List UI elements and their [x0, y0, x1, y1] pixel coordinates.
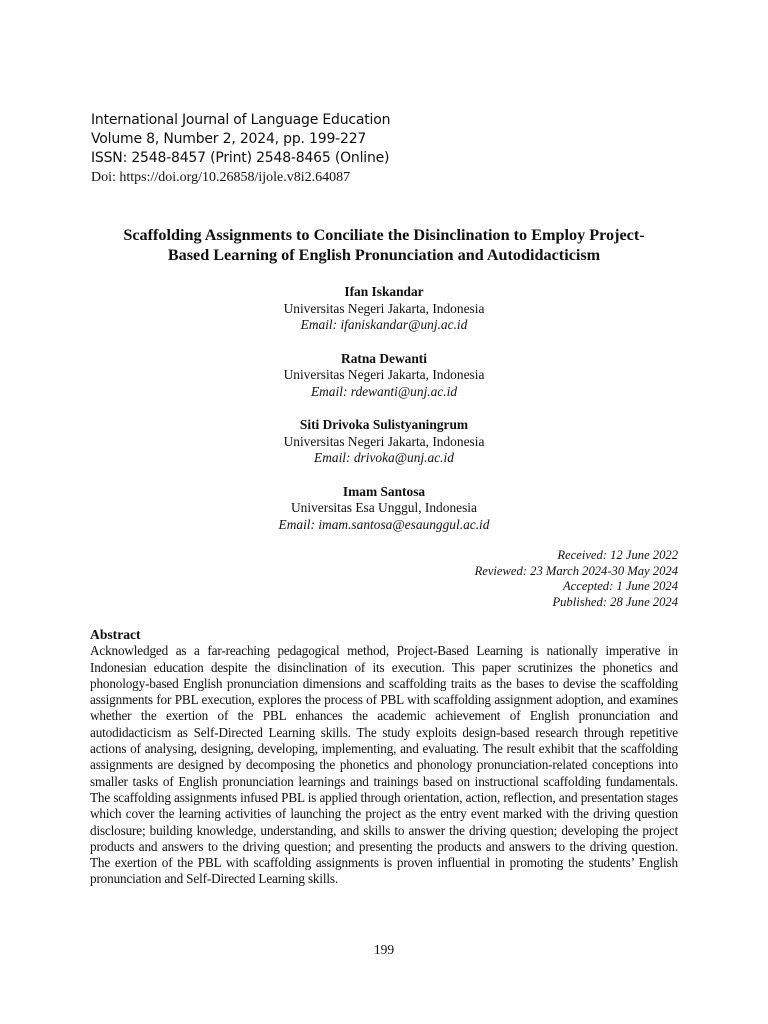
- author-affiliation: Universitas Negeri Jakarta, Indonesia: [283, 300, 485, 316]
- author-block: [90, 351, 678, 401]
- author-email[interactable]: Email: imam.santosa@esaunggul.ac.id: [278, 516, 490, 532]
- author-block: [90, 417, 678, 467]
- author-affiliation: Universitas Negeri Jakarta, Indonesia: [283, 433, 485, 449]
- abstract-heading: Abstract: [90, 627, 141, 642]
- author-email[interactable]: Email: rdewanti@unj.ac.id: [310, 383, 458, 399]
- author-email[interactable]: Email: drivoka@unj.ac.id: [314, 450, 454, 465]
- journal-name: International Journal of Language Education: [91, 112, 391, 128]
- date-received: Received: 12 June 2022: [557, 548, 678, 562]
- author-list: [90, 284, 678, 550]
- abstract-section: [90, 627, 678, 888]
- author-name: Siti Drivoka Sulistyaningrum: [299, 417, 469, 432]
- date-reviewed: Reviewed: 23 March 2024-30 May 2024: [474, 563, 678, 578]
- journal-doi[interactable]: Doi: https://doi.org/10.26858/ijole.v8i2.64087: [91, 170, 351, 185]
- author-name: Ratna Dewanti: [341, 350, 427, 366]
- journal-issn: ISSN: 2548-8457 (Print) 2548-8465 (Online): [91, 150, 390, 166]
- paper-title: [90, 225, 678, 265]
- author-name: Ifan Iskandar: [344, 284, 424, 299]
- article-dates: [475, 548, 678, 610]
- page-number: 199: [373, 942, 395, 957]
- paper-title-line-1: Scaffolding Assignments to Conciliate the Disinclination to Employ Project-: [123, 226, 645, 244]
- author-block: [90, 284, 678, 334]
- abstract-text: Acknowledged as a far-reaching pedagogical method, Project-Based Learning is nationally imperative in Indonesian education despite the disinclination of its execution. This paper scrutinizes the phonetics and phonology-based English pronunciation dimensions and scaffolding traits as the bases to devise the scaffolding assignments for PBL execution, explores the process of PBL with scaffolding assignment adoption, and examines whether the exertion of the PBL enhances the academic achievement of English pronunciation and autodidacticism as Self-Directed Learning skills. The study exploits design-based research through repetitive actions of analysing, designing, developing, implementing, and evaluating. The result exhibit that the scaffolding assignments are designed by decomposing the phonetics and phonology pronunciation-related conceptions into smaller tasks of English pronunciation learnings and trainings based on instructional scaffolding fundamentals. The scaffolding assignments infused PBL is applied through orientation, action, reflection, and presentation stages which cover the learning activities of launching the project as the entry event marked with the driving question disclosure; building knowledge, understanding, and skills to answer the driving question; developing the project products and answers to the driving question; and presenting the products and answers to the driving question. The exertion of the PBL with scaffolding assignments is proven influential in promoting the students’ English pronunciation and Self-Directed Learning skills.: [90, 643, 678, 887]
- author-name: Imam Santosa: [342, 483, 426, 499]
- paper-title-line-2: Based Learning of English Pronunciation and Autodidacticism: [167, 246, 601, 264]
- date-published: Published: 28 June 2024: [552, 594, 678, 609]
- author-affiliation: Universitas Negeri Jakarta, Indonesia: [283, 367, 485, 382]
- author-email[interactable]: Email: ifaniskandar@unj.ac.id: [300, 317, 468, 332]
- author-affiliation: Universitas Esa Unggul, Indonesia: [291, 500, 477, 515]
- journal-header: [91, 111, 390, 187]
- author-block: [90, 484, 678, 534]
- date-accepted: Accepted: 1 June 2024: [562, 579, 678, 594]
- journal-volume: Volume 8, Number 2, 2024, pp. 199-227: [91, 131, 367, 147]
